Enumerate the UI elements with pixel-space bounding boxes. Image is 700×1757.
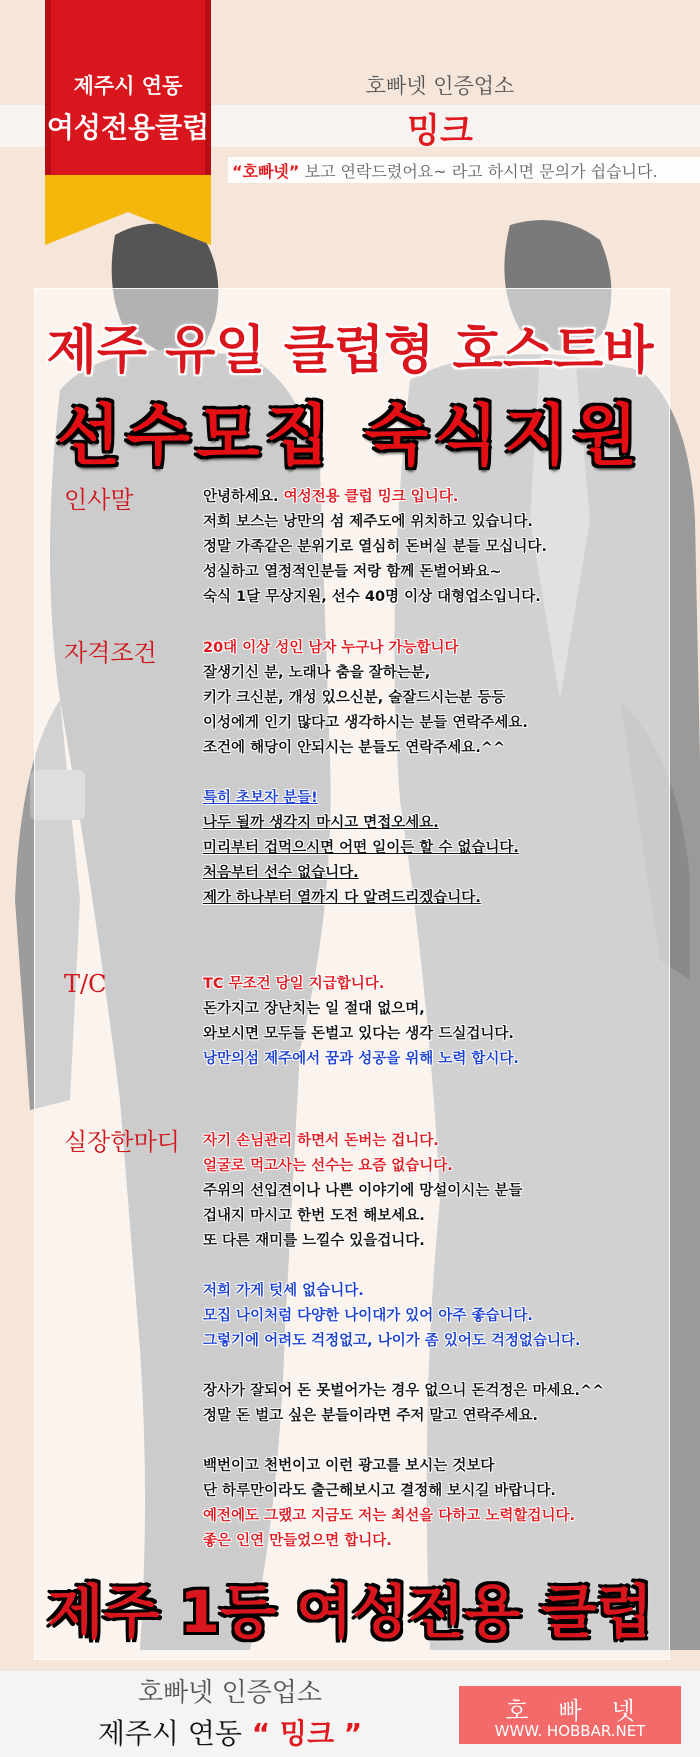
text-line: 백번이고 천번이고 이런 광고를 보시는 것보다 — [203, 1458, 495, 1474]
ribbon-category: 여성전용클럽 — [46, 111, 210, 144]
section-qualification-text — [203, 636, 528, 911]
text-segment: 안녕하세요. — [203, 489, 284, 505]
text-line: 키가 크신분, 개성 있으신분, 술잘드시는분 등등 — [203, 690, 506, 706]
text-line: 숙식 1달 무상지원, 선수 40명 이상 대형업소입니다. — [203, 589, 541, 605]
text-line: 나두 될까 생각지 마시고 면접오세요. — [203, 815, 439, 831]
text-line: 조건에 해당이 안되시는 분들도 연락주세요.^^ — [203, 740, 506, 756]
brand-url: WWW. HOBBAR.NET — [494, 1722, 646, 1740]
section-manager-label: 실장한마디 — [64, 1128, 180, 1156]
section-manager-text — [203, 1129, 604, 1554]
certified-label: 호빠넷 인증업소 — [365, 74, 515, 98]
text-line: 돈가지고 장난치는 일 절대 없으며, — [203, 1001, 425, 1017]
text-line: 20대 이상 성인 남자 누구나 가능합니다 — [203, 640, 459, 656]
text-line: 성실하고 열정적인분들 저랑 함께 돈벌어봐요~ — [203, 564, 502, 580]
text-line: 저희 가게 텃세 없습니다. — [203, 1283, 364, 1299]
footer-quote-close: ” — [334, 1717, 363, 1750]
text-line: 정말 가족같은 분위기로 열심히 돈버실 분들 모십니다. — [203, 539, 547, 555]
mention-quote: “호빠넷” — [232, 162, 300, 181]
footer-quote-open: “ — [241, 1717, 280, 1750]
text-line: 특히 초보자 분들! — [203, 790, 318, 806]
text-line: 낭만의섬 제주에서 꿈과 성공을 위해 노력 합시다. — [203, 1051, 519, 1067]
text-line: 또 다른 재미를 느낄수 있을겁니다. — [203, 1233, 425, 1249]
text-line: 그렇기에 어려도 걱정없고, 나이가 좀 있어도 걱정없습니다. — [203, 1333, 581, 1349]
recruit-title: 선수모집 숙식지원 — [56, 397, 644, 474]
text-line: 예전에도 그랬고 지금도 저는 최선을 다하고 노력할겁니다. — [203, 1508, 575, 1524]
footer-certified: 호빠넷 인증업소 — [137, 1678, 323, 1708]
mention-rest: 보고 연락드렸어요~ 라고 하시면 문의가 쉽습니다. — [299, 162, 658, 181]
text-line: 잘생기신 분, 노래나 춤을 잘하는분, — [203, 665, 431, 681]
text-line: 미리부터 겁먹으시면 어떤 일이든 할 수 없습니다. — [203, 840, 519, 856]
hobbar-brand-link[interactable] — [459, 1686, 681, 1744]
text-line: 자기 손님관리 하면서 돈버는 겁니다. — [203, 1133, 439, 1149]
section-qualification-label: 자격조건 — [64, 639, 157, 667]
footer-shop-name: 밍크 — [279, 1717, 334, 1750]
section-tc-text — [203, 972, 519, 1072]
text-line: 제가 하나부터 열까지 다 알려드리겠습니다. — [203, 890, 481, 906]
mention-text — [232, 159, 658, 182]
text-line: 모집 나이처럼 다양한 나이대가 있어 아주 좋습니다. — [203, 1308, 533, 1324]
text-line: 겁내지 마시고 한번 도전 해보세요. — [203, 1208, 425, 1224]
text-line: 장사가 잘되어 돈 못벌어가는 경우 없으니 돈걱정은 마세요.^^ — [203, 1383, 605, 1399]
bottom-title: 제주 1등 여성전용 클럽 — [47, 1578, 653, 1646]
headline-title: 제주 유일 클럽형 호스트바 — [46, 321, 654, 381]
footer-city: 제주시 연동 — [97, 1717, 242, 1750]
section-greeting-label: 인사말 — [64, 486, 134, 514]
brand-name: 호빠넷 — [505, 1697, 665, 1725]
text-line: TC 무조건 당일 지급합니다. — [203, 976, 385, 992]
text-line — [203, 485, 547, 510]
section-tc-label: T/C — [64, 970, 107, 998]
text-line: 저희 보스는 낭만의 섬 제주도에 위치하고 있습니다. — [203, 514, 533, 530]
text-line: 와보시면 모두들 돈벌고 있다는 생각 드실겁니다. — [203, 1026, 514, 1042]
section-greeting-text — [203, 485, 547, 610]
ribbon-location: 제주시 연동 — [73, 74, 183, 98]
text-line: 정말 돈 벌고 싶은 분들이라면 주저 말고 연락주세요. — [203, 1408, 538, 1424]
text-line: 좋은 인연 만들었으면 합니다. — [203, 1533, 392, 1549]
text-line: 이성에게 인기 많다고 생각하시는 분들 연락주세요. — [203, 715, 528, 731]
text-line: 처음부터 선수 없습니다. — [203, 865, 359, 881]
text-line: 주위의 선입견이나 나쁜 이야기에 망설이시는 분들 — [203, 1183, 523, 1199]
text-segment-highlight: 여성전용 클럽 밍크 입니다. — [283, 489, 459, 505]
text-line: 단 하루만이라도 출근해보시고 결정해 보시길 바랍니다. — [203, 1483, 556, 1499]
shop-name: 밍크 — [407, 111, 473, 151]
footer-location — [70, 1712, 390, 1752]
text-line: 얼굴로 먹고사는 선수는 요즘 없습니다. — [203, 1158, 453, 1174]
